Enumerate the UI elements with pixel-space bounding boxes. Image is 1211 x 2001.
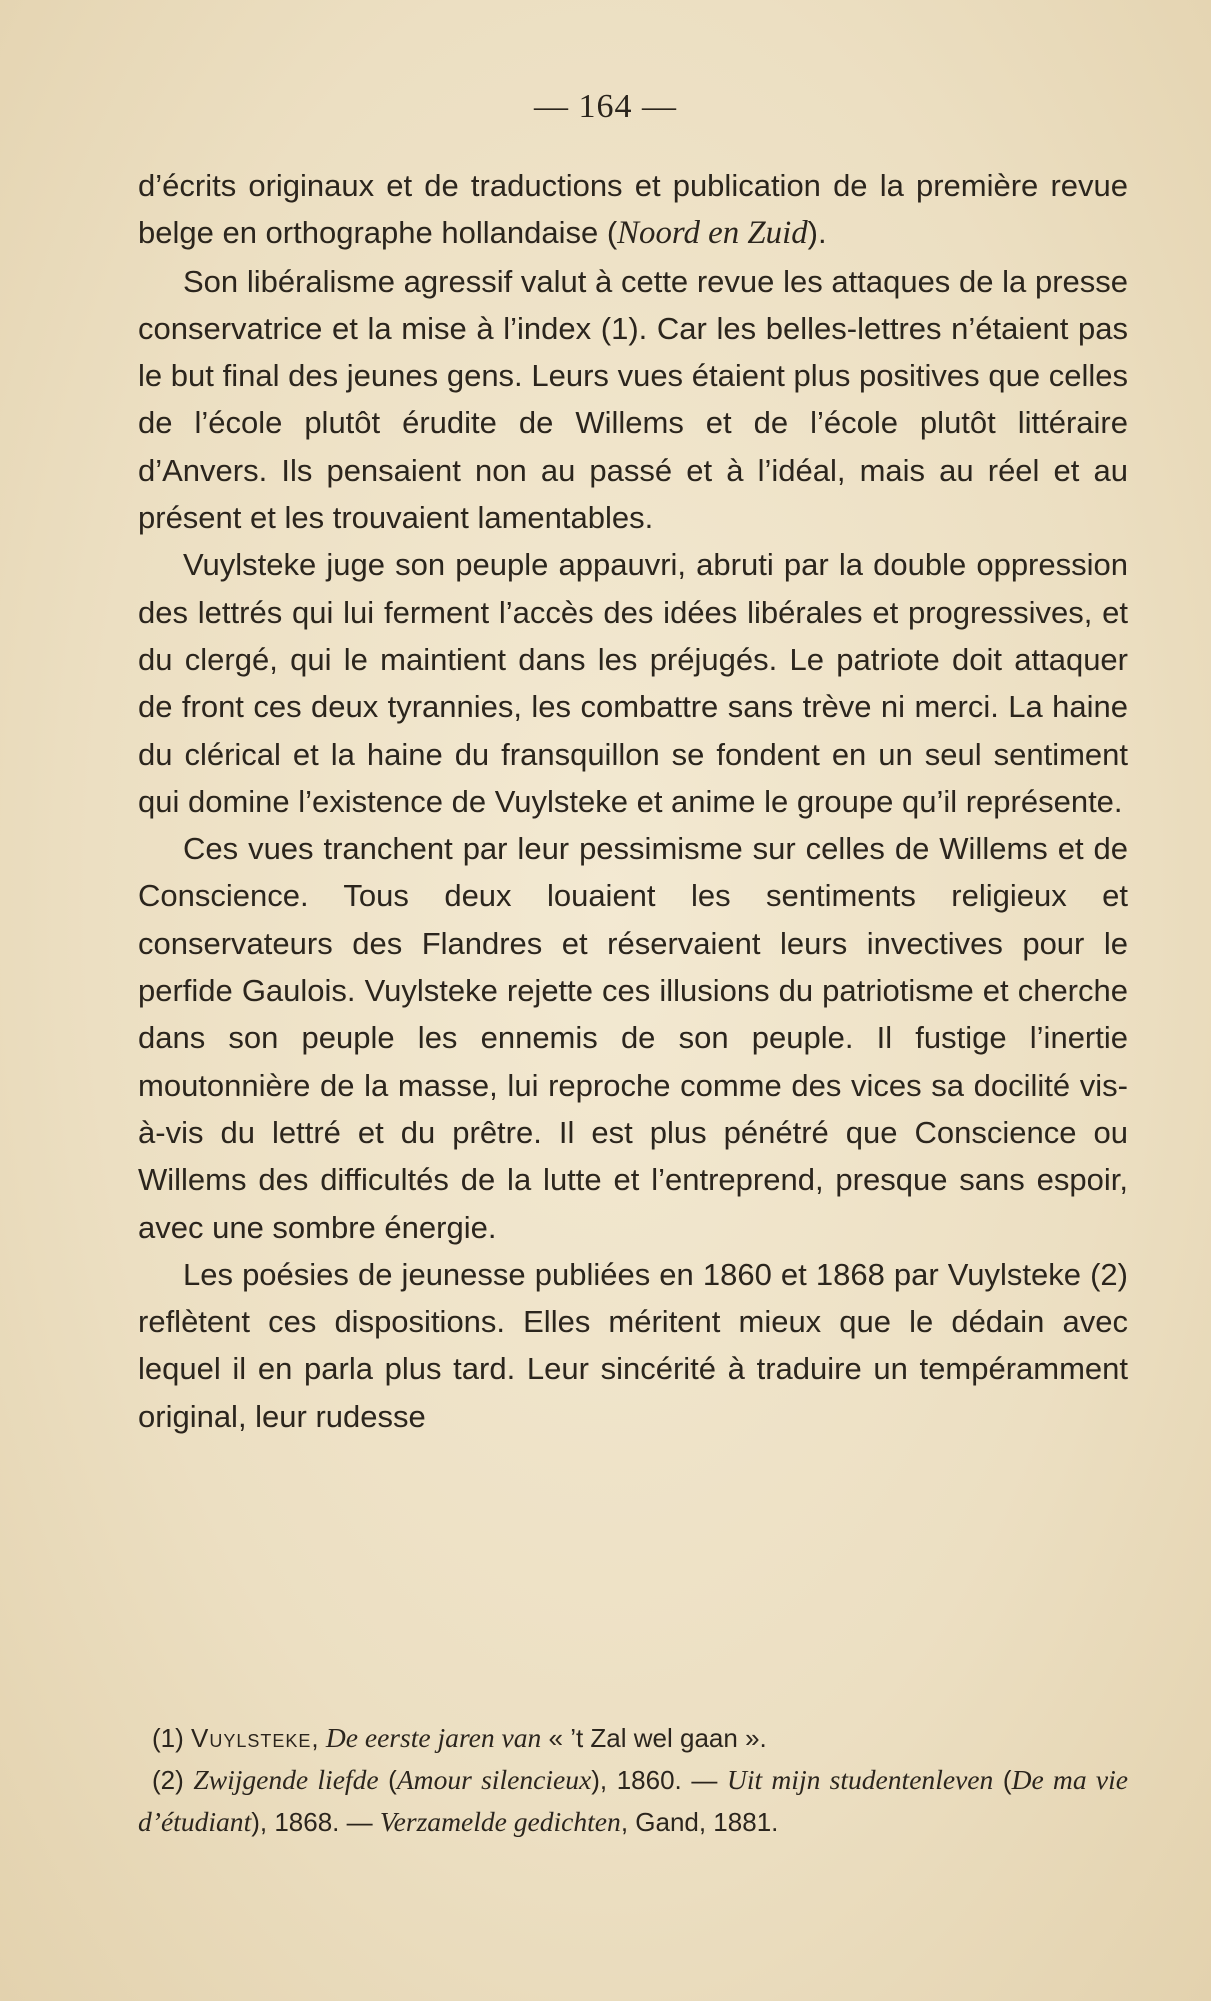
footnote: [138, 1759, 1128, 1843]
paragraph: [138, 162, 1128, 258]
italic-text: Noord en Zuid: [617, 215, 808, 252]
text-run: ,: [311, 1723, 326, 1753]
italic-text: De eerste jaren van: [325, 1722, 542, 1753]
paragraph: [138, 258, 1128, 542]
author-name: Vuylsteke: [191, 1723, 312, 1753]
text-run: ), 1860. —: [591, 1765, 727, 1795]
italic-text: Zwijgende liefde: [193, 1764, 379, 1795]
text-run: ).: [807, 215, 827, 251]
text-run: (: [378, 1765, 397, 1795]
text-run: Son libéralisme agressif valut à cette revue les attaques de la presse conservatrice et la mise à l’index (1). Car les belles-lettres n’étaient pas le but final des jeunes gens. Leurs vues étaient plus positives que celles de l’école plutôt érudite de Willems et de l’école plutôt littéraire d’Anvers. Ils pensaient non au passé et à l’idéal, mais au réel et au présent et les trouvaient lamentables.: [138, 263, 1128, 536]
italic-text: De ma vie d’étudiant: [138, 1764, 1128, 1837]
body-text: [138, 162, 1128, 1440]
text-run: (2): [152, 1765, 194, 1795]
text-run: (1): [152, 1723, 191, 1753]
text-run: ), 1868. —: [251, 1807, 380, 1837]
paragraph: [138, 1251, 1128, 1440]
text-run: , Gand, 1881.: [620, 1807, 779, 1837]
text-run: « ’t Zal wel gaan ».: [541, 1723, 767, 1753]
text-run: Ces vues tranchent par leur pessimisme sur celles de Willems et de Conscience. Tous deux louaient les sentiments religieux et conservateurs des Flandres et réservaient leurs invectives pour le perfide Gaulois. Vuylsteke rejette ces illusions du patriotisme et cherche dans son peuple les ennemis de son peuple. Il fustige l’inertie moutonnière de la masse, lui reproche comme des vices sa docilité vis-à-vis du lettré et du prêtre. Il est plus pénétré que Conscience ou Willems des difficultés de la lutte et l’entreprend, presque sans espoir, avec une sombre énergie.: [138, 831, 1128, 1245]
italic-text: Uit mijn studentenleven: [726, 1764, 994, 1795]
text-run: Vuylsteke juge son peuple appauvri, abruti par la double oppression des lettrés qui lui ferment l’accès des idées libérales et progressives, et du clergé, qui le maintient dans les préjugés. Le patriote doit attaquer de front ces deux tyrannies, les combattre sans trève ni merci. La haine du clérical et la haine du fransquillon se fondent en un seul sentiment qui domine l’existence de Vuylsteke et anime le groupe qu’il représente.: [138, 547, 1128, 819]
page-number: — 164 —: [534, 88, 677, 125]
text-run: d’écrits originaux et de traductions et publication de la première revue belge en orthographe hollandaise (: [138, 168, 1128, 251]
footnote: [138, 1717, 1128, 1759]
footnotes: [138, 1717, 1128, 1843]
italic-text: Verzamelde gedichten: [379, 1806, 621, 1837]
paragraph: [138, 541, 1128, 825]
text-run: (: [993, 1765, 1012, 1795]
paragraph: [138, 825, 1128, 1251]
italic-text: Amour silencieux: [396, 1764, 592, 1795]
text-run: Les poésies de jeunesse publiées en 1860 et 1868 par Vuylsteke (2) reflètent ces dispositions. Elles méritent mieux que le dédain avec lequel il en parla plus tard. Leur sincérité à traduire un tempéramment original, leur rudesse: [138, 1256, 1128, 1434]
